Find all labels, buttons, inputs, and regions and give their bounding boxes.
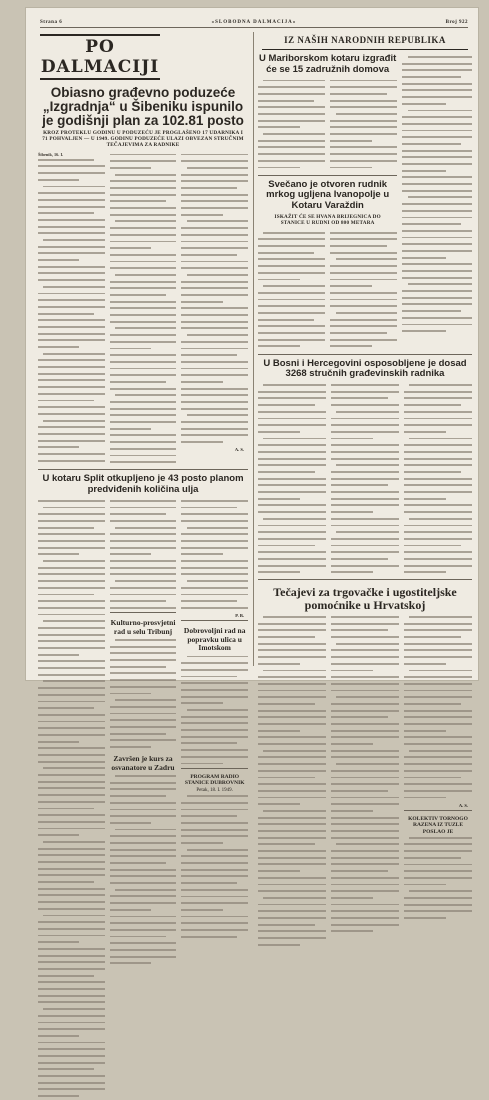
issue-number: Broj 922	[445, 19, 468, 25]
signature: A. S.	[234, 447, 245, 453]
left-section	[38, 32, 248, 793]
section-title-right: IZ NAŠIH NARODNIH REPUBLIKA	[262, 32, 468, 50]
sub-item-title: KOLEKTIV TORNOGO RAZENA IZ TUZLE POSLAO JE	[408, 815, 468, 835]
newspaper-name: »SLOBODNA DALMACIJA«	[211, 19, 297, 25]
signature: P. B.	[235, 613, 245, 618]
headline-ivanopolje: Svečano je otvoren rudnik mrkog ugljena Ivanopolje u Kotaru Varaždin	[266, 178, 390, 211]
main-headline: Obiasno građevno poduzeće „Izgradnja“ u Šibeniku ispunilo je godišnji plan za 102.81 posto	[42, 85, 244, 128]
bosnia-article	[258, 383, 472, 577]
section-title-left: PO DALMACIJI	[40, 34, 160, 80]
radio-program-title: PROGRAM RADIO STANICE DUBROVNIK	[184, 773, 245, 787]
main-subhead: KROZ PROTEKLU GODINU U PODUZEĆU JE PROGLAŠENO 17 UDARNIKA I 71 POHVALJEN — U 1949. GODINU PODUZEĆE ULAZI OBVEZAN STRUČNIM TEČAJEVIMA ZA RADNIKE	[42, 130, 244, 148]
ivanopolje-subhead: ISKAŽIT ĆE SE HVANA BRIJEGNICA DO STANICE U RUDNI OD 800 METARA	[274, 214, 381, 227]
page-header	[40, 17, 468, 28]
headline-bosnia: U Bosni i Hercegovini osposobljene je dosad 3268 stručnih građevinskih radnika	[263, 357, 467, 379]
article-text	[38, 159, 105, 465]
article-text	[110, 154, 177, 467]
article-text	[181, 154, 248, 447]
column-divider	[253, 32, 254, 666]
right-section	[258, 32, 472, 835]
signature: A. S.	[458, 802, 468, 808]
headline-courses: Tečajevi za trgovačke i ugostiteljske pomoćnike u Hrvatskoj	[273, 585, 457, 613]
main-article-body	[38, 152, 248, 466]
headline-olive-oil: U kotaru Split otkupljeno je 43 posto planom predviđenih količina ulja	[42, 473, 244, 495]
headline-zadar: Završen je kurs za osvanatore u Zadru	[111, 754, 175, 772]
right-top-block	[258, 50, 472, 351]
newspaper-page	[26, 8, 478, 835]
article-dateline: Šibenik, 16. I.	[38, 152, 64, 157]
radio-program-date: Petak, 18. I. 1949.	[196, 787, 233, 793]
headline-imotski: Dobrovoljni rad na popravku ulica u Imotskom	[183, 626, 246, 652]
headline-maribor: U Mariborskom kotaru izgrađit će se 15 zadružnih domova	[259, 53, 397, 75]
page-number: Strana 6	[40, 19, 63, 25]
olive-oil-article	[38, 498, 248, 1100]
headline-tribunj: Kulturno-prosvjetni rad u selu Tribunj	[110, 618, 176, 636]
courses-article	[258, 614, 472, 948]
